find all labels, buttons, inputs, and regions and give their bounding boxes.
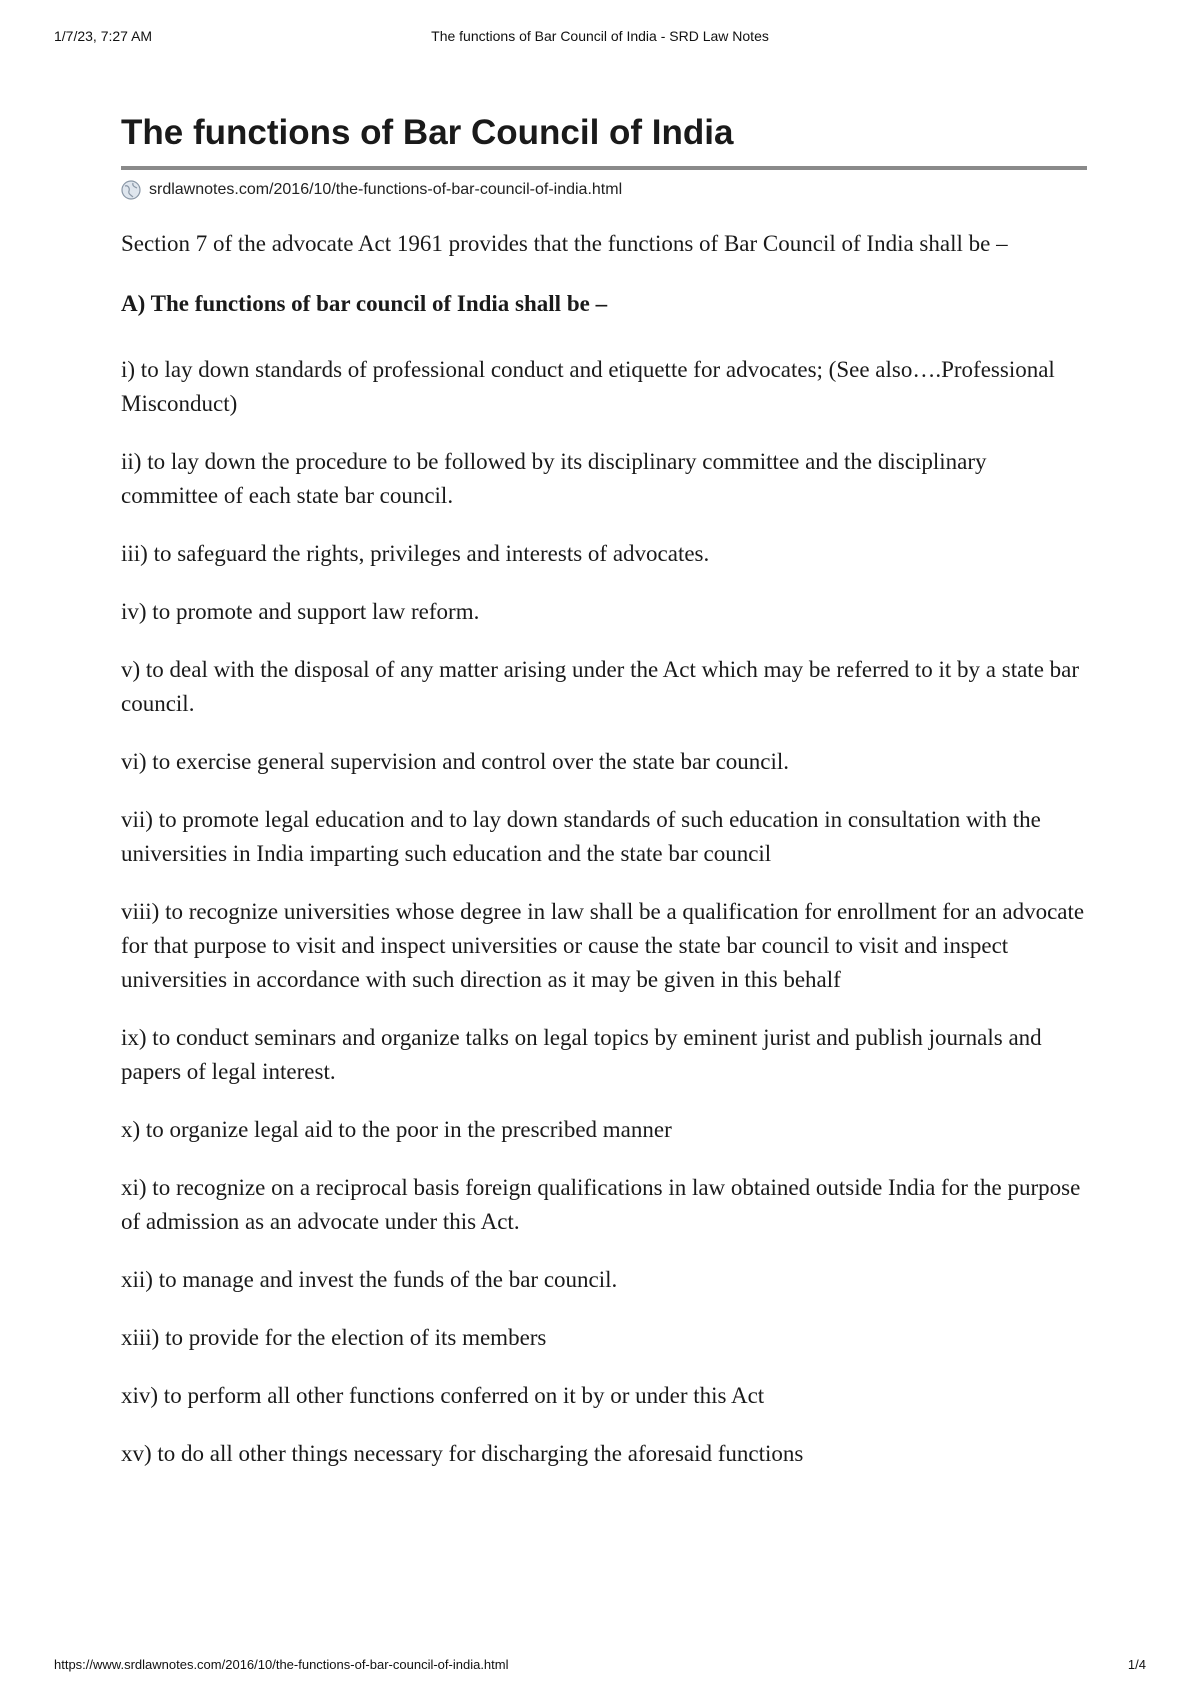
function-item: vii) to promote legal education and to lay down standards of such education in consultation with the universities in India imparting such education and the state bar council (121, 807, 1041, 866)
source-row (121, 176, 1087, 204)
function-item: x) to organize legal aid to the poor in the prescribed manner (121, 1117, 672, 1142)
title-divider (121, 166, 1087, 170)
function-item: ii) to lay down the procedure to be followed by its disciplinary committee and the disciplinary committee of each state bar council. (121, 449, 987, 508)
footer-url: https://www.srdlawnotes.com/2016/10/the-functions-of-bar-council-of-india.html (54, 1657, 509, 1672)
print-document-title: The functions of Bar Council of India - SRD Law Notes (431, 28, 769, 44)
print-footer (54, 1657, 1146, 1677)
source-url-link[interactable]: srdlawnotes.com/2016/10/the-functions-of-bar-council-of-india.html (149, 181, 623, 198)
article-body (121, 227, 1087, 1471)
article (121, 108, 1087, 1495)
function-item: viii) to recognize universities whose degree in law shall be a qualification for enrollment for an advocate for that purpose to visit and inspect universities or cause the state bar council to visit and inspect universities in accordance with such direction as it may be given in this behalf (121, 899, 1085, 992)
intro-paragraph: Section 7 of the advocate Act 1961 provides that the functions of Bar Council of India shall be – (121, 231, 1008, 256)
function-item: xiii) to provide for the election of its members (121, 1325, 547, 1350)
function-item: xi) to recognize on a reciprocal basis foreign qualifications in law obtained outside India for the purpose of admission as an advocate under this Act. (121, 1175, 1081, 1234)
function-item: ix) to conduct seminars and organize talks on legal topics by eminent jurist and publish journals and papers of legal interest. (121, 1025, 1042, 1084)
article-title: The functions of Bar Council of India (121, 113, 734, 152)
function-item: xiv) to perform all other functions conferred on it by or under this Act (121, 1383, 765, 1408)
function-item: vi) to exercise general supervision and control over the state bar council. (121, 749, 790, 774)
print-datetime: 1/7/23, 7:27 AM (54, 28, 153, 44)
page-number: 1/4 (1127, 1657, 1146, 1672)
function-item: i) to lay down standards of professional conduct and etiquette for advocates; (See also….Professional Misconduct) (121, 357, 1055, 416)
globe-icon (121, 180, 141, 200)
function-item: iv) to promote and support law reform. (121, 599, 480, 624)
section-heading: A) The functions of bar council of India shall be – (121, 291, 608, 316)
function-item: xv) to do all other things necessary for discharging the aforesaid functions (121, 1441, 804, 1466)
function-item: iii) to safeguard the rights, privileges and interests of advocates. (121, 541, 710, 566)
function-item: v) to deal with the disposal of any matter arising under the Act which may be referred to it by a state bar council. (121, 657, 1080, 716)
function-item: xii) to manage and invest the funds of the bar council. (121, 1267, 618, 1292)
print-header (54, 28, 1146, 48)
